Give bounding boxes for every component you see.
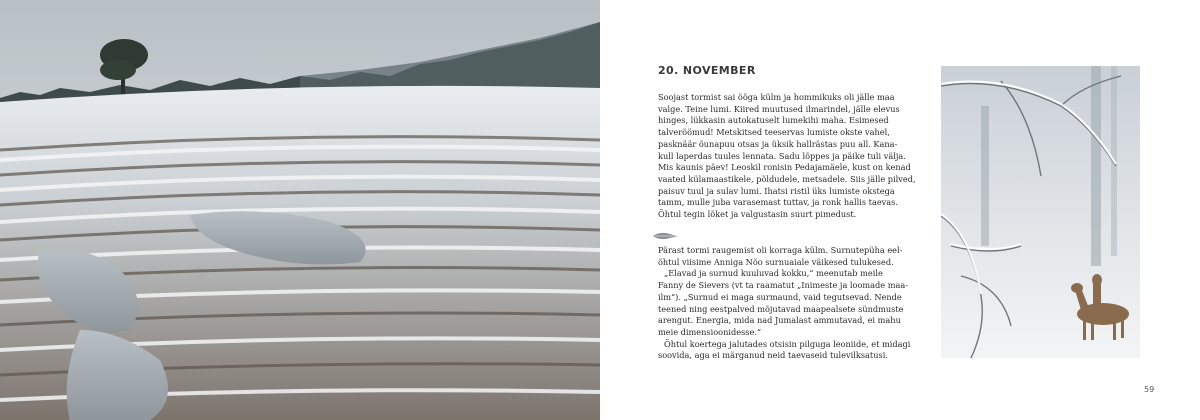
text-line: vaated külamaastikele, põldudele, metsadele. Siis jälle pilved, [658,173,916,184]
text-line: valge. Teine lumi. Kiired muutused ilmarindel, jälle elevus [658,103,900,114]
leaf-ornament-icon [652,231,678,241]
date-heading: 20. NOVEMBER [658,64,756,77]
text-line: „Elavad ja surnud kuuluvad kokku,“ meenutab meile [664,268,883,279]
text-line: hinges, lükkasin autokatuselt lumekihi maha. Esimesed [658,115,889,126]
text-line: kull laperdas tuules lennata. Sadu lõppes ja päike tuli välja. [658,150,906,161]
text-page [600,0,1200,420]
text-line: Õhtul tegin lõket ja valgustasin suurt pimedust. [658,209,857,220]
text-line: arengut. Energia, mida nad Jumalast ammutavad, ei mahu [658,315,901,326]
text-line: Fanny de Sievers (vt ta raamatut „Inimeste ja loomade maa- [658,280,909,291]
page-number: 59 [1144,385,1155,394]
text-line: paisuv tuul ja sulav lumi. Ihatsi ristil üks lumiste okstega [658,185,895,196]
text-line: pasknäär õunapuu otsas ja üksik hallrästas puu all. Kana- [658,138,898,149]
text-line: Pärast tormi raugemist oli korraga külm. Surnutepüha eel- [658,245,903,255]
snowy-forest-deer-illustration [941,66,1140,358]
diary-paragraph-2 [658,245,911,362]
text-line: Soojast tormist sai ööga külm ja hommikuks oli jälle maa [658,92,895,102]
text-line: ilm“). „Surnud ei maga surmaund, vaid tegutsevad. Nende [658,291,902,302]
text-line: meie dimensioonidesse.“ [658,326,762,337]
text-line: tamm, mulle juba varasemast tuttav, ja ronk hallis taevas. [658,197,898,208]
text-line: soovida, aga ei märganud neid taevaseid tulevilksatusi. [658,350,888,361]
text-line: teened ning eestpalved mõjutavad maapealsete sündmuste [658,303,904,314]
text-line: Mis kaunis päev! Leoskil ronisin Pedajamäele, kust on kenad [658,162,911,173]
text-line: Õhtul koertega jalutades otsisin pilguga leoniide, et midagi [664,338,911,349]
text-line: talveröömud! Metskitsed teeservas lumiste okste vahel, [658,127,890,138]
roe-deer-photo [941,66,1140,358]
text-line: õhtul viisime Anniga Nõo surnuaiale väikesed tulukesed. [658,256,894,267]
diary-paragraph-1 [658,92,916,221]
